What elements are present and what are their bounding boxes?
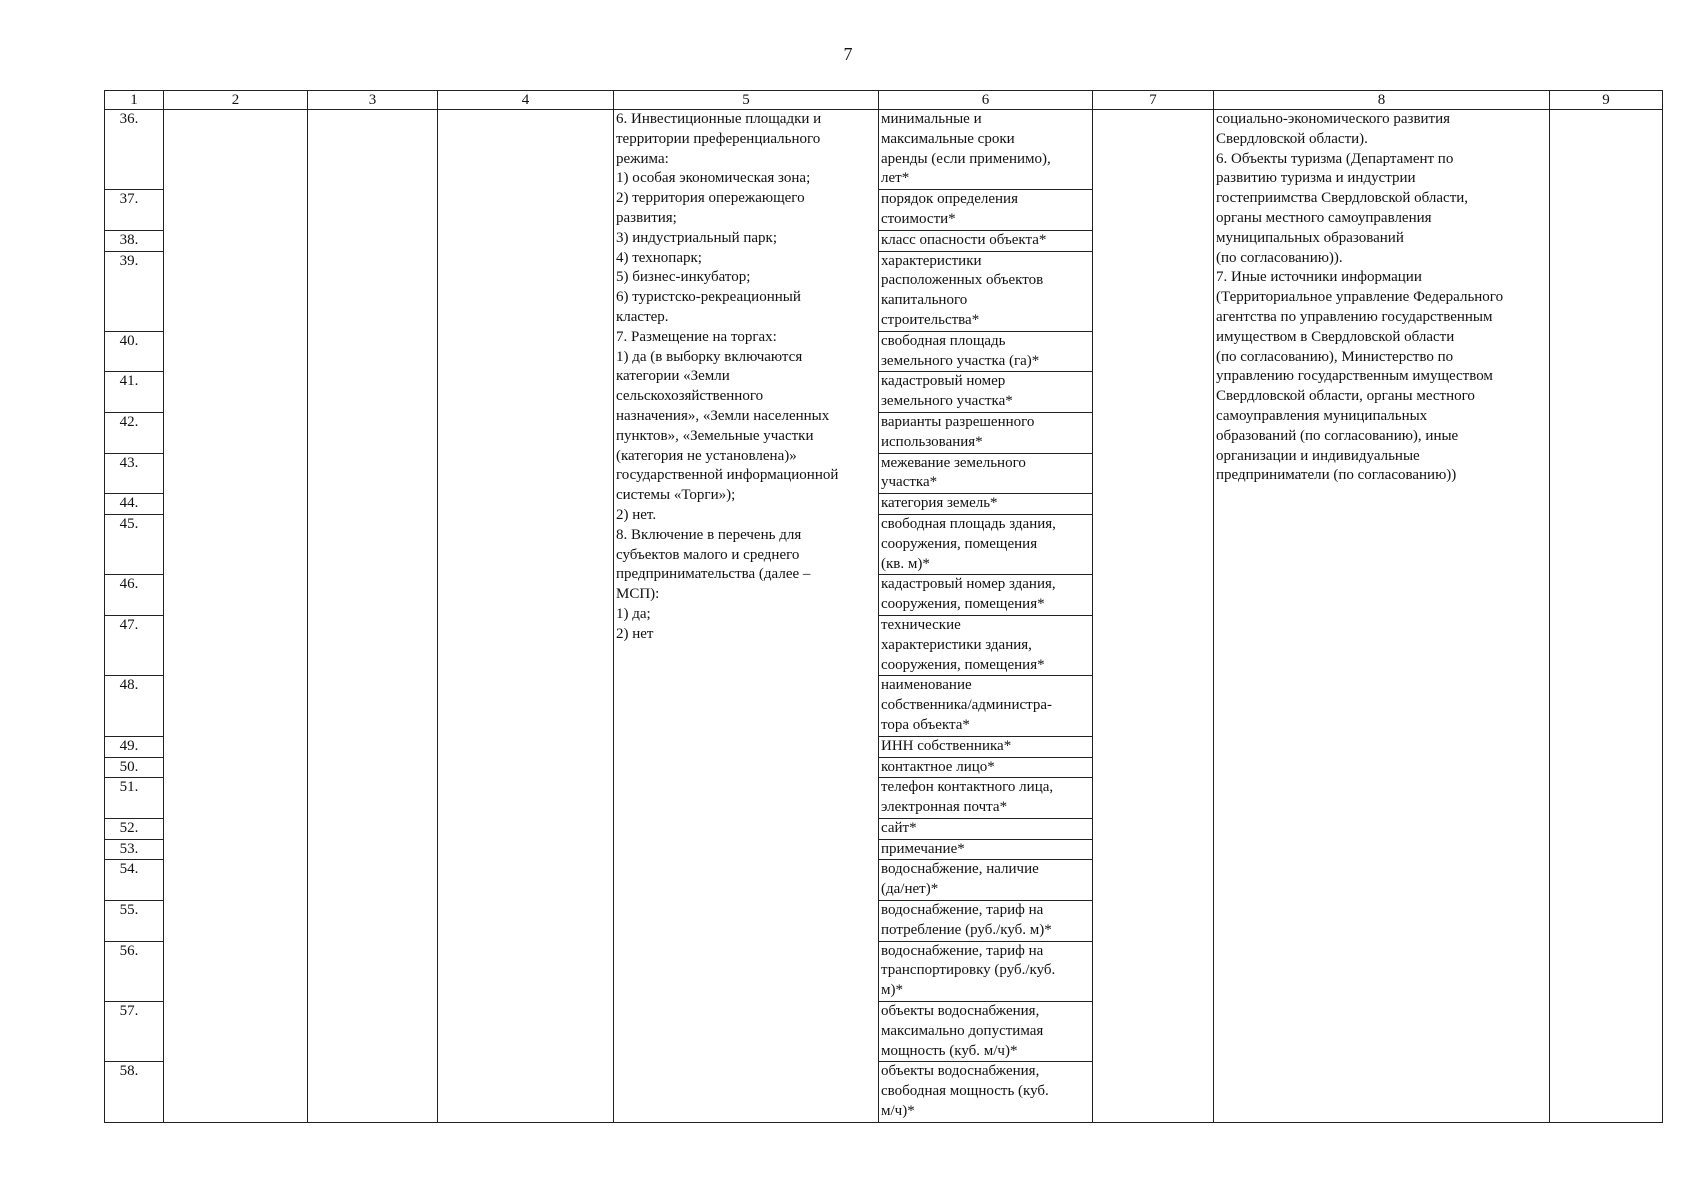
indicator-cell <box>879 860 1093 901</box>
indicator-text: объекты водоснабжения, свободная мощность (куб. м/ч)* <box>881 1063 1049 1120</box>
row-number: 42. <box>105 412 164 453</box>
indicator-text: контактное лицо* <box>881 758 995 775</box>
indicator-cell <box>879 110 1093 190</box>
column-header: 1 <box>105 91 164 110</box>
column-header: 4 <box>438 91 614 110</box>
indicator-cell <box>879 778 1093 819</box>
indicator-text: водоснабжение, наличие (да/нет)* <box>881 861 1039 898</box>
column-header: 8 <box>1214 91 1550 110</box>
indicator-text: объекты водоснабжения, максимально допустимая мощность (куб. м/ч)* <box>881 1003 1044 1059</box>
indicator-cell <box>879 575 1093 616</box>
indicator-cell <box>879 818 1093 839</box>
indicator-text: водоснабжение, тариф на потребление (руб./куб. м)* <box>881 902 1052 938</box>
indicator-text: характеристики расположенных объектов капитального строительства* <box>881 252 1044 328</box>
indicator-text: водоснабжение, тариф на транспортировку (руб./куб. м)* <box>881 942 1056 999</box>
col7-cell <box>1093 110 1214 1123</box>
row-number: 52. <box>105 818 164 839</box>
row-number: 56. <box>105 941 164 1001</box>
indicator-text: кадастровый номер здания, сооружения, помещения* <box>881 576 1056 613</box>
row-number: 44. <box>105 494 164 515</box>
col4-cell <box>438 110 614 1123</box>
indicator-text: ИНН собственника* <box>881 737 1012 754</box>
indicator-text: минимальные и максимальные сроки аренды (если применимо), лет* <box>881 111 1051 187</box>
col8-text: социально-экономического развития Свердловской области). 6. Объекты туризма (Департамент по развитию туризма и индустрии гостеприимства Свердловской области, органы местного самоуправления муниципальных образований (по согласованию)). 7. Иные источники информации (Территориальное управление Федерального агентства по управлению государственным имуществом в Свердловской области (по согласованию), Министерство по управлению государственным имуществом Свердловской области, органы местного самоуправления муниципальных образований (по согласованию), иные организации и индивидуальные предприниматели (по согласованию)) <box>1216 111 1504 484</box>
indicator-cell <box>879 372 1093 413</box>
column-header: 7 <box>1093 91 1214 110</box>
indicator-text: свободная площадь земельного участка (га)* <box>881 332 1040 369</box>
indicator-text: технические характеристики здания, сооружения, помещения* <box>881 616 1045 673</box>
indicator-cell <box>879 453 1093 494</box>
column-header: 6 <box>879 91 1093 110</box>
indicator-text: класс опасности объекта* <box>881 231 1047 248</box>
indicator-cell <box>879 230 1093 251</box>
indicator-cell <box>879 1002 1093 1062</box>
indicator-text: категория земель* <box>881 495 998 512</box>
row-number: 47. <box>105 615 164 675</box>
indicator-cell <box>879 514 1093 574</box>
row-number: 37. <box>105 190 164 231</box>
indicator-text: межевание земельного участка* <box>881 454 1026 491</box>
col5-text: 6. Инвестиционные площадки и территории преференциального режима: 1) особая экономическая зона; 2) территория опережающего развития; 3) индустриальный парк; 4) технопарк; 5) бизнес-инкубатор; 6) туристско-рекреационный кластер. 7. Размещение на торгах: 1) да (в выборку включаются категории «Земли сельскохозяйственного назначения», «Земли населенных пунктов», «Земельные участки (категория не установлена)» государственной информационной системы «Торги»); 2) нет. 8. Включение в перечень для субъектов малого и среднего предпринимательства (далее – МСП): 1) да; 2) нет <box>616 111 839 642</box>
indicator-cell <box>879 190 1093 231</box>
indicator-cell <box>879 941 1093 1001</box>
indicator-cell <box>879 757 1093 778</box>
col8-cell <box>1214 110 1550 1123</box>
indicator-cell <box>879 1062 1093 1122</box>
row-number: 58. <box>105 1062 164 1122</box>
row-number: 40. <box>105 331 164 372</box>
row-number: 50. <box>105 757 164 778</box>
column-header: 9 <box>1550 91 1663 110</box>
row-number: 43. <box>105 453 164 494</box>
indicator-cell <box>879 615 1093 675</box>
indicator-cell <box>879 676 1093 736</box>
column-header: 2 <box>164 91 308 110</box>
col5-cell <box>614 110 879 1123</box>
row-number: 36. <box>105 110 164 190</box>
page-number: 7 <box>843 44 853 64</box>
requirements-table <box>104 90 1663 1123</box>
col2-cell <box>164 110 308 1123</box>
row-number: 54. <box>105 860 164 901</box>
indicator-cell <box>879 251 1093 331</box>
indicator-cell <box>879 736 1093 757</box>
row-number: 57. <box>105 1002 164 1062</box>
indicator-cell <box>879 412 1093 453</box>
indicator-text: свободная площадь здания, сооружения, помещения (кв. м)* <box>881 515 1056 572</box>
row-number: 53. <box>105 839 164 860</box>
row-number: 38. <box>105 230 164 251</box>
col3-cell <box>308 110 438 1123</box>
col9-cell <box>1550 110 1663 1123</box>
header-row <box>105 91 1663 110</box>
indicator-text: наименование собственника/администра- тора объекта* <box>881 677 1053 733</box>
row-number: 45. <box>105 514 164 574</box>
row-number: 51. <box>105 778 164 819</box>
indicator-cell <box>879 331 1093 372</box>
indicator-text: сайт* <box>881 819 917 836</box>
indicator-text: варианты разрешенного использования* <box>881 413 1035 450</box>
row-number: 46. <box>105 575 164 616</box>
indicator-text: кадастровый номер земельного участка* <box>881 373 1013 410</box>
indicator-text: примечание* <box>881 840 965 857</box>
row-number: 49. <box>105 736 164 757</box>
row-number: 39. <box>105 251 164 331</box>
indicator-text: телефон контактного лица, электронная почта* <box>881 779 1054 816</box>
indicator-cell <box>879 839 1093 860</box>
row-number: 55. <box>105 901 164 942</box>
indicator-text: порядок определения стоимости* <box>881 191 1018 227</box>
row-number: 41. <box>105 372 164 413</box>
column-header: 3 <box>308 91 438 110</box>
row-number: 48. <box>105 676 164 736</box>
table-row <box>105 110 1663 190</box>
column-header: 5 <box>614 91 879 110</box>
indicator-cell <box>879 494 1093 515</box>
indicator-cell <box>879 901 1093 942</box>
